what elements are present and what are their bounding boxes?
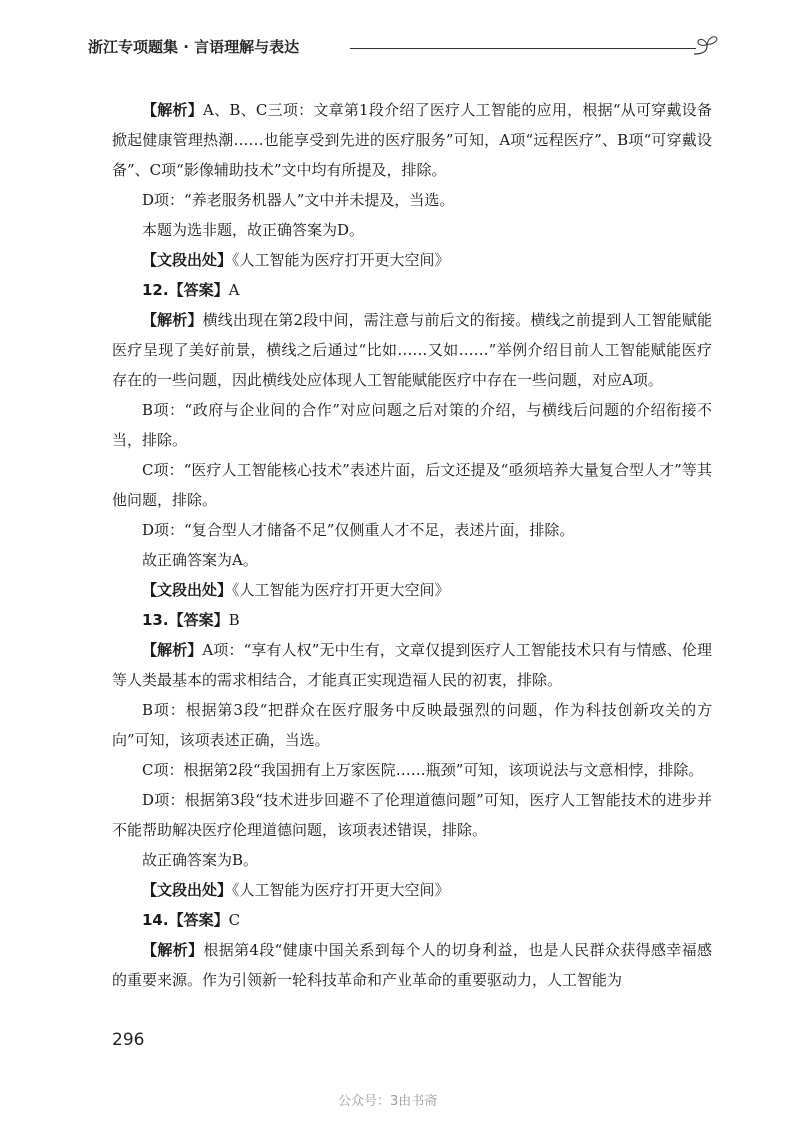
paragraph [112, 845, 712, 875]
paragraph-text: B项：根据第3段“把群众在医疗服务中反映最强烈的问题，作为科技创新攻关的方向”可知，该项表述正确，当选。 [112, 701, 712, 749]
paragraph [112, 275, 712, 305]
paragraph-label: 【文段出处】 [142, 581, 233, 599]
paragraph-text: A [228, 281, 240, 299]
paragraph-text: 根据第4段“健康中国关系到每个人的切身利益，也是人民群众获得感幸福感的重要来源。作为引领新一轮科技革命和产业革命的重要驱动力，人工智能为 [112, 941, 712, 989]
paragraph [112, 545, 712, 575]
book-title: 浙江专项题集 · 言语理解与表达 [88, 38, 300, 56]
paragraph-label: 12.【答案】 [142, 281, 229, 299]
paragraph-label: 【解析】 [142, 641, 203, 659]
paragraph [112, 755, 712, 785]
paragraph [112, 605, 712, 635]
paragraph-text: A、B、C三项：文章第1段介绍了医疗人工智能的应用，根据“从可穿戴设备掀起健康管理热潮……也能享受到先进的医疗服务”可知，A项“远程医疗”、B项“可穿戴设备”、C项“影像辅助技术”文中均有所提及，排除。 [112, 101, 712, 179]
page-header [88, 32, 720, 62]
paragraph [112, 185, 712, 215]
paragraph-text: B [228, 611, 240, 629]
page-number: 296 [112, 1030, 145, 1050]
paragraph-text: D项：“复合型人才储备不足”仅侧重人才不足，表述片面，排除。 [142, 521, 575, 539]
paragraph [112, 95, 712, 185]
paragraph-label: 【文段出处】 [142, 251, 233, 269]
paragraph [112, 455, 712, 515]
paragraph [112, 935, 712, 995]
paragraph [112, 245, 712, 275]
paragraph-text: C项：“医疗人工智能核心技术”表述片面，后文还提及“亟须培养大量复合型人才”等其他问题，排除。 [112, 461, 712, 509]
paragraph-text: D项：“养老服务机器人”文中并未提及，当选。 [142, 191, 455, 209]
header-rule [350, 48, 696, 49]
paragraph [112, 905, 712, 935]
paragraph-label: 13.【答案】 [142, 611, 229, 629]
paragraph [112, 875, 712, 905]
paragraph [112, 515, 712, 545]
paragraph [112, 575, 712, 605]
paragraph-label: 【解析】 [142, 101, 203, 119]
sprout-icon [692, 32, 720, 58]
paragraph [112, 785, 712, 845]
paragraph-text: 本题为选非题，故正确答案为D。 [142, 221, 365, 239]
paragraph-text: C [228, 911, 241, 929]
paragraph-text: 横线出现在第2段中间，需注意与前后文的衔接。横线之前提到人工智能赋能医疗呈现了美好前景，横线之后通过“比如……又如……”举例介绍目前人工智能赋能医疗存在的一些问题，因此横线处应体现人工智能赋能医疗中存在一些问题，对应A项。 [112, 311, 712, 389]
answer-explanations [112, 95, 712, 995]
paragraph-text: 故正确答案为A。 [142, 551, 258, 569]
paragraph-text: 故正确答案为B。 [142, 851, 259, 869]
paragraph-text: 《人工智能为医疗打开更大空间》 [232, 251, 450, 269]
paragraph [112, 695, 712, 755]
paragraph-text: 《人工智能为医疗打开更大空间》 [232, 881, 450, 899]
paragraph [112, 635, 712, 695]
paragraph [112, 215, 712, 245]
paragraph-text: A项：“享有人权”无中生有，文章仅提到医疗人工智能技术只有与情感、伦理等人类最基本的需求相结合，才能真正实现造福人民的初衷，排除。 [112, 641, 712, 689]
paragraph-label: 14.【答案】 [142, 911, 229, 929]
paragraph-label: 【文段出处】 [142, 881, 233, 899]
paragraph [112, 305, 712, 395]
paragraph-text: 《人工智能为医疗打开更大空间》 [232, 581, 450, 599]
paragraph [112, 395, 712, 455]
paragraph-text: B项：“政府与企业间的合作”对应问题之后对策的介绍，与横线后问题的介绍衔接不当，排除。 [112, 401, 712, 449]
watermark-text: 公众号：3由书斋 [338, 1094, 438, 1109]
paragraph-label: 【解析】 [142, 311, 203, 329]
paragraph-text: C项：根据第2段“我国拥有上万家医院……瓶颈”可知，该项说法与文意相悖，排除。 [142, 761, 704, 779]
paragraph-text: D项：根据第3段“技术进步回避不了伦理道德问题”可知，医疗人工智能技术的进步并不能帮助解决医疗伦理道德问题，该项表述错误，排除。 [112, 791, 712, 839]
paragraph-label: 【解析】 [142, 941, 204, 959]
